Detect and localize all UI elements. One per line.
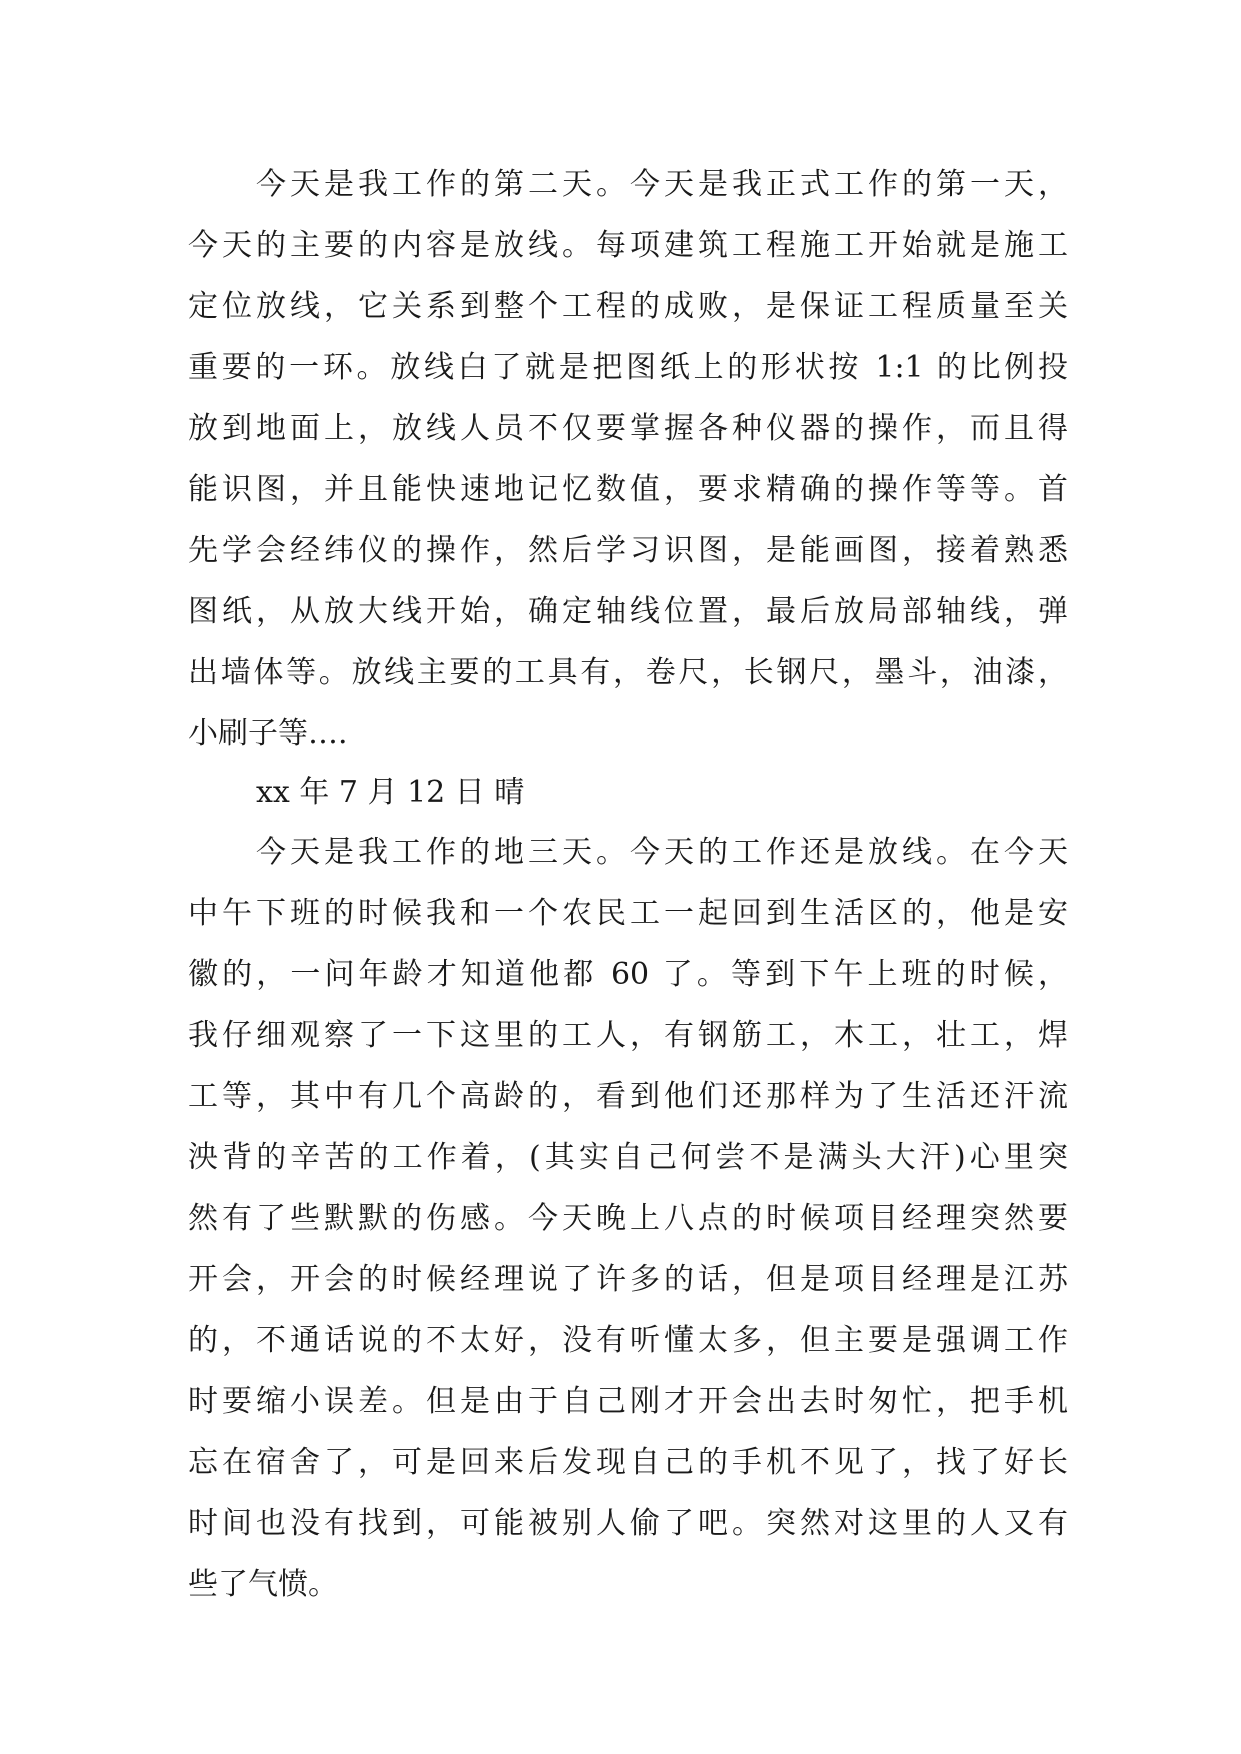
- document-body: [188, 154, 1068, 1615]
- text-line: 工等，其中有几个高龄的，看到他们还那样为了生活还汗流: [188, 1079, 1068, 1114]
- text-line: 徽的，一问年龄才知道他都 60 了。等到下午上班的时候，: [188, 957, 1068, 992]
- text-line: 忘在宿舍了，可是回来后发现自己的手机不见了，找了好长: [188, 1445, 1068, 1480]
- text-line: 今天的主要的内容是放线。每项建筑工程施工开始就是施工: [188, 228, 1068, 263]
- text-line: 开会，开会的时候经理说了许多的话，但是项目经理是江苏: [188, 1262, 1068, 1297]
- text-line: 泱背的辛苦的工作着，(其实自己何尝不是满头大汗)心里突: [188, 1140, 1068, 1175]
- text-line: 定位放线，它关系到整个工程的成败，是保证工程质量至关: [188, 289, 1068, 324]
- text-line: 今天是我工作的第二天。今天是我正式工作的第一天，: [256, 167, 1068, 202]
- text-line: 出墙体等。放线主要的工具有，卷尺，长钢尺，墨斗，油漆，: [188, 655, 1068, 690]
- text-line: 图纸，从放大线开始，确定轴线位置，最后放局部轴线，弹: [188, 594, 1068, 629]
- text-line: 然有了些默默的伤感。今天晚上八点的时候项目经理突然要: [188, 1201, 1068, 1236]
- text-line: 中午下班的时候我和一个农民工一起回到生活区的，他是安: [188, 896, 1068, 931]
- text-line: 重要的一环。放线白了就是把图纸上的形状按 1:1 的比例投: [188, 350, 1068, 385]
- text-line: 我仔细观察了一下这里的工人，有钢筋工，木工，壮工，焊: [188, 1018, 1068, 1053]
- paragraph-1: [188, 154, 1068, 764]
- text-line: 放到地面上，放线人员不仅要掌握各种仪器的操作，而且得: [188, 411, 1068, 446]
- date-line: xx 年 7 月 12 日 晴: [256, 775, 525, 810]
- text-line: 时间也没有找到，可能被别人偷了吧。突然对这里的人又有: [188, 1506, 1068, 1541]
- text-line: 小刷子等….: [188, 716, 348, 751]
- text-line: 的，不通话说的不太好，没有听懂太多，但主要是强调工作: [188, 1323, 1068, 1358]
- text-line: 能识图，并且能快速地记忆数值，要求精确的操作等等。首: [188, 472, 1068, 507]
- paragraph-2: [188, 822, 1068, 1615]
- text-line: 先学会经纬仪的操作，然后学习识图，是能画图，接着熟悉: [188, 533, 1068, 568]
- text-line: 今天是我工作的地三天。今天的工作还是放线。在今天: [256, 835, 1068, 870]
- text-line: 些了气愤。: [188, 1567, 338, 1602]
- text-line: 时要缩小误差。但是由于自己刚才开会出去时匆忙，把手机: [188, 1384, 1068, 1419]
